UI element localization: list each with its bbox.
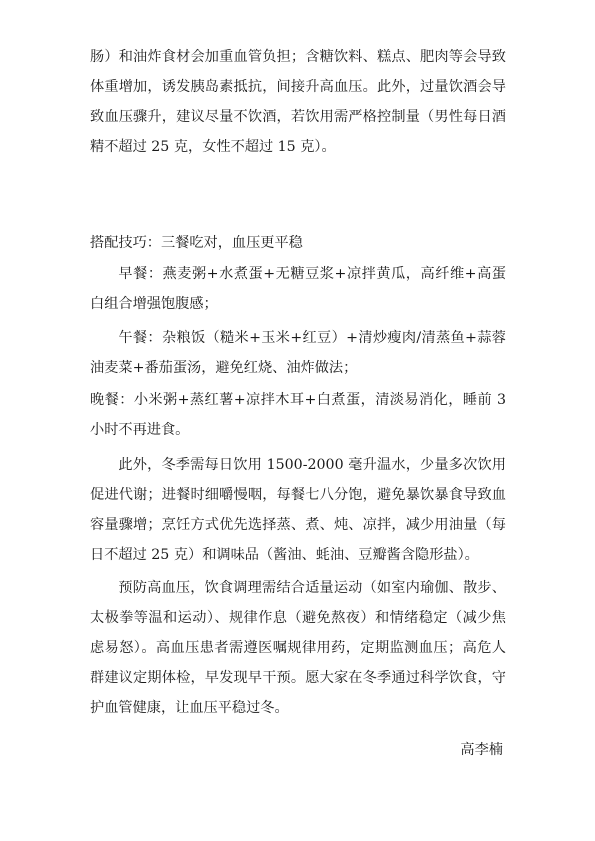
paragraph-water-and-cooking: 此外，冬季需每日饮用 1500-2000 毫升温水，少量多次饮用促进代谢；进餐时细嚼慢咽，每餐七八分饱，避免暴饮暴食导致血容量骤增；烹饪方式优先选择蒸、煮、炖、凉拌，减少用油量（每日不超过 25 克）和调味品（酱油、蚝油、豆瓣酱含隐形盐）。 — [90, 457, 506, 563]
paragraph-lunch: 午餐：杂粮饭（糙米+玉米+红豆）+清炒瘦肉/清蒸鱼+蒜蓉油麦菜+番茄蛋汤，避免红烧、油炸做法； — [90, 330, 506, 376]
paragraph-breakfast: 早餐：燕麦粥+水煮蛋+无糖豆浆+凉拌黄瓜，高纤维+高蛋白组合增强饱腹感； — [90, 266, 506, 312]
paragraph-diet-risks: 肠）和油炸食材会加重血管负担；含糖饮料、糕点、肥肉等会导致体重增加，诱发胰岛素抵抗，间接升高血压。此外，过量饮酒会导致血压骤升，建议尽量不饮酒，若饮用需严格控制量（男性每日酒精不超过 25 克，女性不超过 15 克）。 — [90, 49, 506, 155]
paragraph-prevention-summary: 预防高血压，饮食调理需结合适量运动（如室内瑜伽、散步、太极拳等温和运动）、规律作息（避免熬夜）和情绪稳定（减少焦虑易怒）。高血压患者需遵医嘱规律用药，定期监测血压；高危人群建议定期体检，早发现早干预。愿大家在冬季通过科学饮食，守护血管健康，让血压平稳过冬。 — [90, 580, 506, 716]
section-heading-meal-tips: 搭配技巧：三餐吃对，血压更平稳 — [90, 235, 303, 251]
author-signature: 高李楠 — [460, 742, 503, 758]
paragraph-dinner: 晚餐：小米粥+蒸红薯+凉拌木耳+白煮蛋，清淡易消化，睡前 3 小时不再进食。 — [90, 392, 506, 438]
